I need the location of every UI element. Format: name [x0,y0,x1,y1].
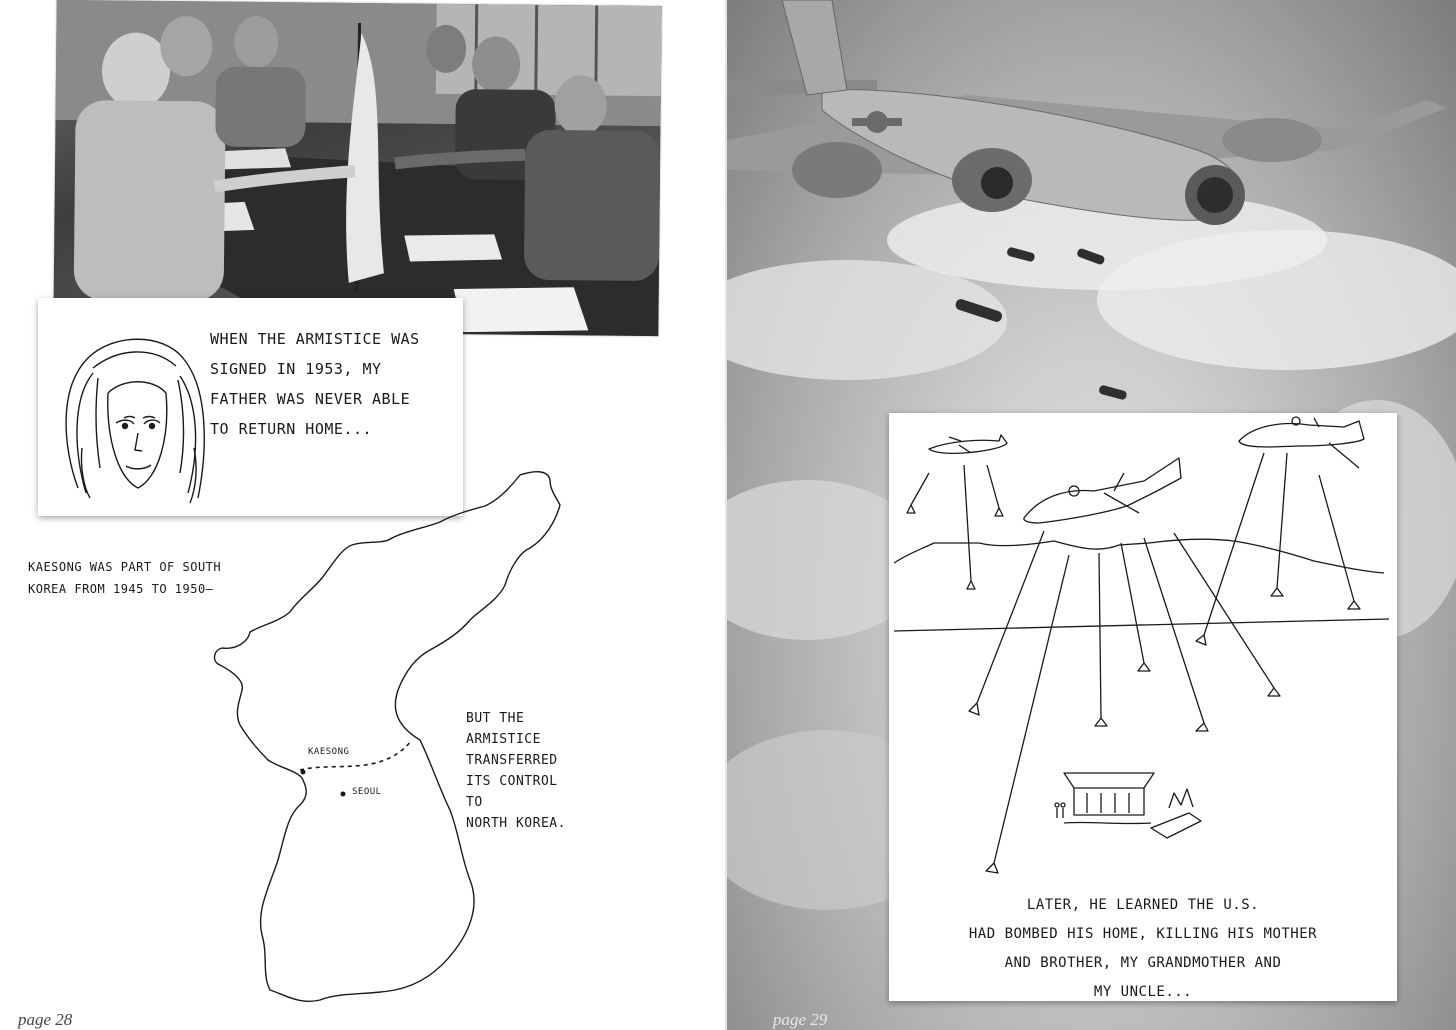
bombing-drawing-card [889,413,1397,1001]
page-number-28: page 28 [18,1010,73,1029]
korea-map-sketch [0,0,726,1030]
map-label-kaesong: KAESONG [308,747,350,757]
kaesong-note: KAESONG WAS PART OF SOUTH KOREA FROM 1945 TO 1950— [28,560,222,596]
map-label-seoul: SEOUL [352,787,382,797]
page-28 [0,0,726,1030]
bombing-caption: LATER, HE LEARNED THE U.S. HAD BOMBED HIS HOME, KILLING HIS MOTHER AND BROTHER, MY GRANDMOTHER AND MY UNCLE... [968,897,1318,1000]
page-number-29: page 29 [773,1010,828,1029]
transfer-note: BUT THE ARMISTICE TRANSFERRED ITS CONTROL TO NORTH KOREA. [466,711,566,831]
armistice-caption: WHEN THE ARMISTICE WAS SIGNED IN 1953, MY FATHER WAS NEVER ABLE TO RETURN HOME... [210,330,420,438]
page-29 [727,0,1456,1030]
